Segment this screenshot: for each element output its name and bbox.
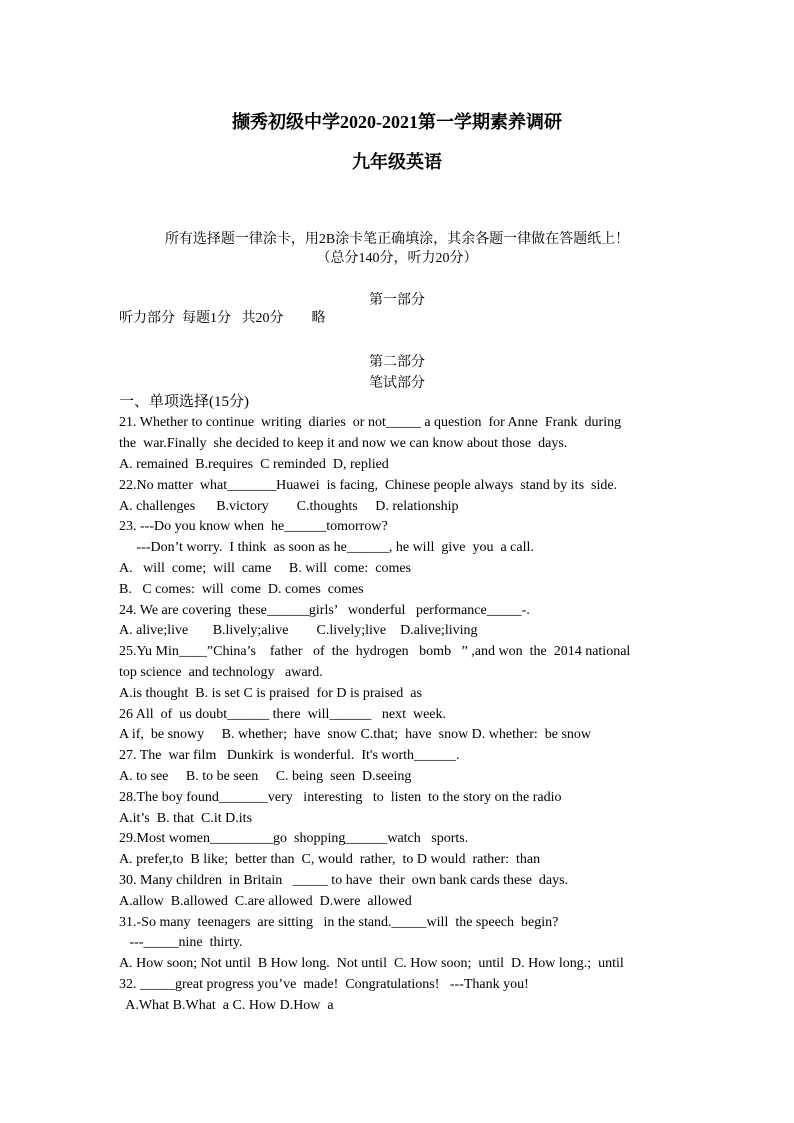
- question-line: A. will come; will came B. will come: comes: [119, 561, 411, 576]
- question-line: A. remained B.requires C reminded D, replied: [119, 457, 389, 472]
- question-line: the war.Finally she decided to keep it and now we can know about those days.: [119, 436, 568, 451]
- part1-listening-note: 听力部分 每题1分 共20分 略: [119, 311, 326, 326]
- question-line: 26 All of us doubt______ there will______ next week.: [119, 707, 447, 722]
- question-line: A. to see B. to be seen C. being seen D.seeing: [119, 769, 412, 784]
- question-line: A.it’s B. that C.it D.its: [119, 811, 253, 826]
- question-line: 24. We are covering these______girls’ wonderful performance_____-.: [119, 603, 530, 618]
- question-line: 30. Many children in Britain _____ to have their own bank cards these days.: [119, 873, 569, 888]
- question-line: 32. _____great progress you’ve made! Congratulations! ---Thank you!: [119, 977, 529, 992]
- question-line: A.What B.What a C. How D.How a: [119, 998, 334, 1013]
- question-line: A if, be snowy B. whether; have snow C.that; have snow D. whether: be snow: [119, 727, 592, 742]
- question-line: 21. Whether to continue writing diaries or not_____ a question for Anne Frank during: [119, 415, 622, 430]
- question-line: 28.The boy found_______very interesting to listen to the story on the radio: [119, 790, 562, 805]
- section-title: 一、单项选择(15分): [119, 394, 249, 410]
- question-line: ---Don’t worry. I think as soon as he______, he will give you a call.: [119, 540, 534, 555]
- part1-heading: 第一部分: [369, 293, 425, 308]
- question-line: 27. The war film Dunkirk is wonderful. It's worth______.: [119, 748, 460, 763]
- question-line: A.is thought B. is set C is praised for D is praised as: [119, 686, 422, 701]
- question-line: ---_____nine thirty.: [119, 935, 243, 950]
- question-line: B. C comes: will come D. comes comes: [119, 582, 364, 597]
- question-line: A. How soon; Not until B How long. Not until C. How soon; until D. How long.; until: [119, 956, 624, 971]
- question-line: 22.No matter what_______Huawei is facing, Chinese people always stand by its side.: [119, 478, 618, 493]
- question-line: 23. ---Do you know when he______tomorrow?: [119, 519, 388, 534]
- question-line: A.allow B.allowed C.are allowed D.were allowed: [119, 894, 412, 909]
- part2-heading: 第二部分: [369, 355, 425, 370]
- question-line: A. prefer,to B like; better than C, would rather, to D would rather: than: [119, 852, 541, 867]
- instruction-text: 所有选择题一律涂卡，用2B涂卡笔正确填涂，其余各题一律做在答题纸上！: [164, 232, 630, 247]
- question-line: 31.-So many teenagers are sitting in the stand._____will the speech begin?: [119, 915, 559, 930]
- part2-subheading: 笔试部分: [369, 376, 425, 391]
- question-line: A. challenges B.victory C.thoughts D. relationship: [119, 499, 459, 514]
- question-line: A. alive;live B.lively;alive C.lively;live D.alive;living: [119, 623, 478, 638]
- score-note: （总分140分，听力20分）: [316, 251, 478, 266]
- question-line: 29.Most women_________go shopping______watch sports.: [119, 831, 469, 846]
- question-line: 25.Yu Min____”China’s father of the hydrogen bomb ” ,and won the 2014 national: [119, 644, 631, 659]
- exam-title: 撷秀初级中学2020-2021第一学期素养调研: [232, 112, 562, 132]
- exam-subtitle: 九年级英语: [352, 152, 442, 172]
- question-line: top science and technology award.: [119, 665, 323, 680]
